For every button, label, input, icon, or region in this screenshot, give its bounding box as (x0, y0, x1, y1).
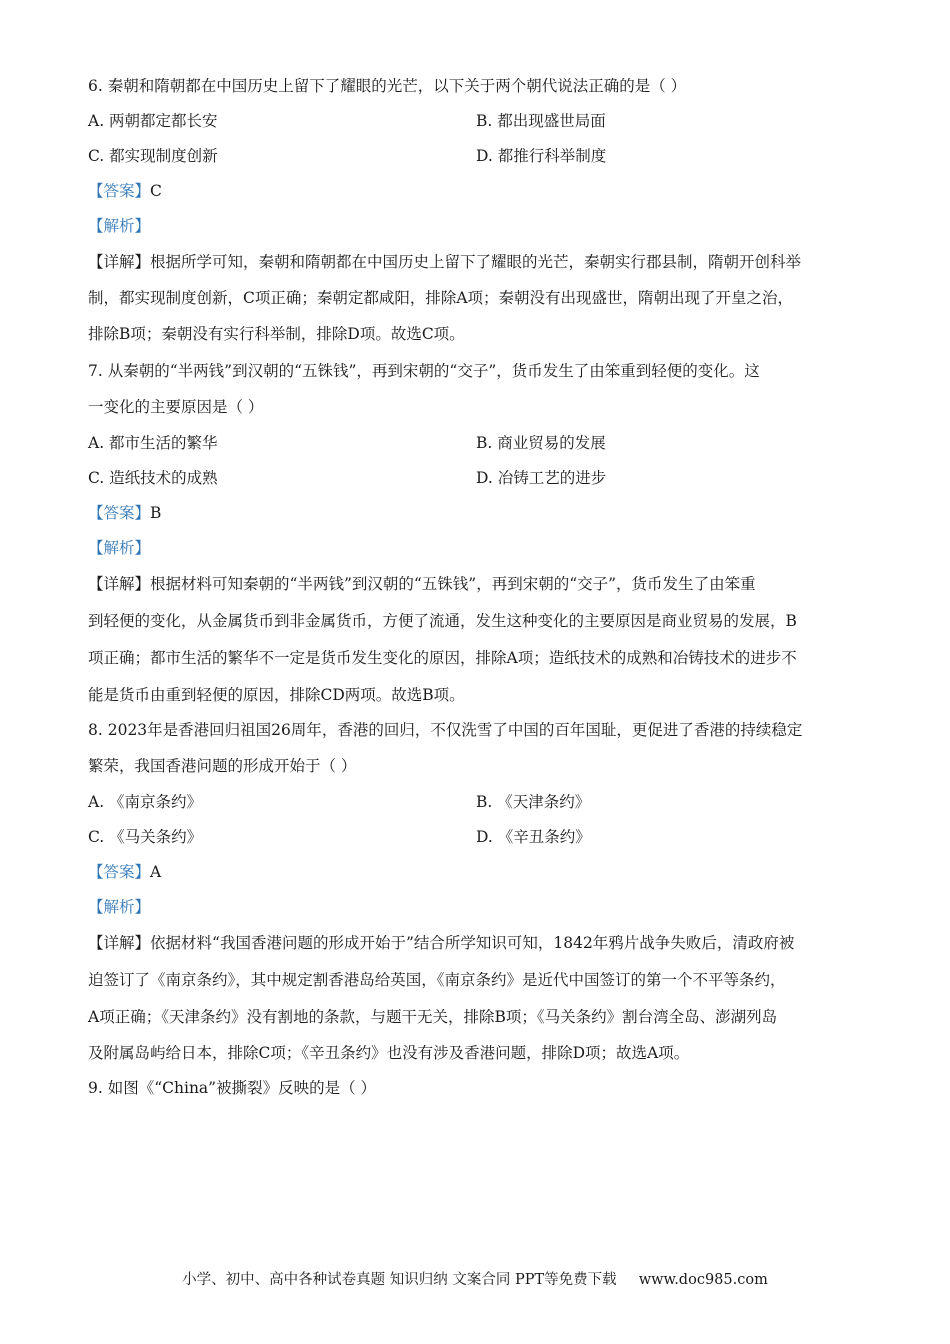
page-footer (0, 1270, 950, 1290)
answer-tag: 【答案】 (88, 182, 151, 200)
q8-detail-line-3: A项正确；《天津条约》没有割地的条款，与题干无关，排除B项；《马关条约》割台湾全岛、澎湖列岛 (88, 1008, 778, 1026)
q7-stem-line-2: 一变化的主要原因是（ ） (88, 398, 264, 416)
q8-answer: A (150, 863, 162, 881)
footer-url[interactable]: www.doc985.com (638, 1272, 768, 1288)
q7-detail-text-1: 根据材料可知秦朝的“半两钱”到汉朝的“五铢钱”，再到宋朝的“交子”，货币发生了由笨重 (150, 575, 756, 593)
q8-detail-line-1 (88, 933, 794, 953)
q8-option-a: A. 《南京条约》 (88, 793, 203, 811)
q8-detail-line-2: 迫签订了《南京条约》，其中规定割香港岛给英国，《南京条约》是近代中国签订的第一个不平等条约， (88, 971, 786, 989)
q6-option-a: A. 两朝都定都长安 (88, 112, 218, 130)
q7-option-b: B. 商业贸易的发展 (476, 434, 606, 452)
q8-stem-line-1: 8. 2023年是香港回归祖国26周年，香港的回归，不仅洗雪了中国的百年国耻，更促进了香港的持续稳定 (88, 721, 803, 739)
q8-detail-text-1: 依据材料“我国香港问题的形成开始于”结合所学知识可知，1842年鸦片战争失败后，清政府被 (150, 934, 795, 952)
q6-detail-line-3: 排除B项；秦朝没有实行科举制，排除D项。故选C项。 (88, 325, 465, 343)
q6-stem: 6. 秦朝和隋朝都在中国历史上留下了耀眼的光芒，以下关于两个朝代说法正确的是（ ） (88, 77, 687, 95)
q7-option-d: D. 冶铸工艺的进步 (476, 469, 607, 487)
q8-option-c: C. 《马关条约》 (88, 828, 203, 846)
q7-answer-line (88, 503, 161, 523)
q7-detail-line-2: 到轻便的变化，从金属货币到非金属货币，方便了流通，发生这种变化的主要原因是商业贸易的发展，B (88, 612, 797, 630)
q7-detail-line-1 (88, 574, 756, 594)
detail-tag: 【详解】 (88, 934, 151, 952)
detail-tag: 【详解】 (88, 253, 151, 271)
q6-option-c: C. 都实现制度创新 (88, 147, 218, 165)
q8-option-b: B. 《天津条约》 (476, 793, 591, 811)
q7-option-a: A. 都市生活的繁华 (88, 434, 218, 452)
q6-detail-line-1 (88, 252, 801, 272)
q6-detail-text-1: 根据所学可知，秦朝和隋朝都在中国历史上留下了耀眼的光芒，秦朝实行郡县制，隋朝开创科举 (150, 253, 802, 271)
q6-option-b: B. 都出现盛世局面 (476, 112, 606, 130)
detail-tag: 【详解】 (88, 575, 151, 593)
q7-stem-line-1: 7. 从秦朝的“半两钱”到汉朝的“五铢钱”，再到宋朝的“交子”，货币发生了由笨重到轻便的变化。这 (88, 362, 760, 380)
footer-text: 小学、初中、高中各种试卷真题 知识归纳 文案合同 PPT等免费下载 (182, 1272, 617, 1288)
q6-analysis-tag: 【解析】 (88, 217, 151, 235)
q6-answer: C (150, 182, 162, 200)
q6-detail-line-2: 制，都实现制度创新，C项正确；秦朝定都咸阳，排除A项；秦朝没有出现盛世，隋朝出现了开皇之治， (88, 289, 794, 307)
q8-analysis-tag: 【解析】 (88, 898, 151, 916)
q6-answer-line (88, 181, 162, 201)
answer-tag: 【答案】 (88, 504, 151, 522)
q8-answer-line (88, 862, 161, 882)
q7-detail-line-3: 项正确；都市生活的繁华不一定是货币发生变化的原因，排除A项；造纸技术的成熟和冶铸技术的进步不 (88, 649, 797, 667)
q7-analysis-tag: 【解析】 (88, 539, 151, 557)
q9-stem: 9. 如图《“China”被撕裂》反映的是（ ） (88, 1079, 377, 1097)
q7-answer: B (150, 504, 162, 522)
q8-option-d: D. 《辛丑条约》 (476, 828, 591, 846)
answer-tag: 【答案】 (88, 863, 151, 881)
q7-option-c: C. 造纸技术的成熟 (88, 469, 218, 487)
q8-stem-line-2: 繁荣，我国香港问题的形成开始于（ ） (88, 757, 357, 775)
q8-detail-line-4: 及附属岛屿给日本，排除C项；《辛丑条约》也没有涉及香港问题，排除D项；故选A项。 (88, 1044, 690, 1062)
q6-option-d: D. 都推行科举制度 (476, 147, 607, 165)
q7-detail-line-4: 能是货币由重到轻便的原因，排除CD两项。故选B项。 (88, 686, 465, 704)
